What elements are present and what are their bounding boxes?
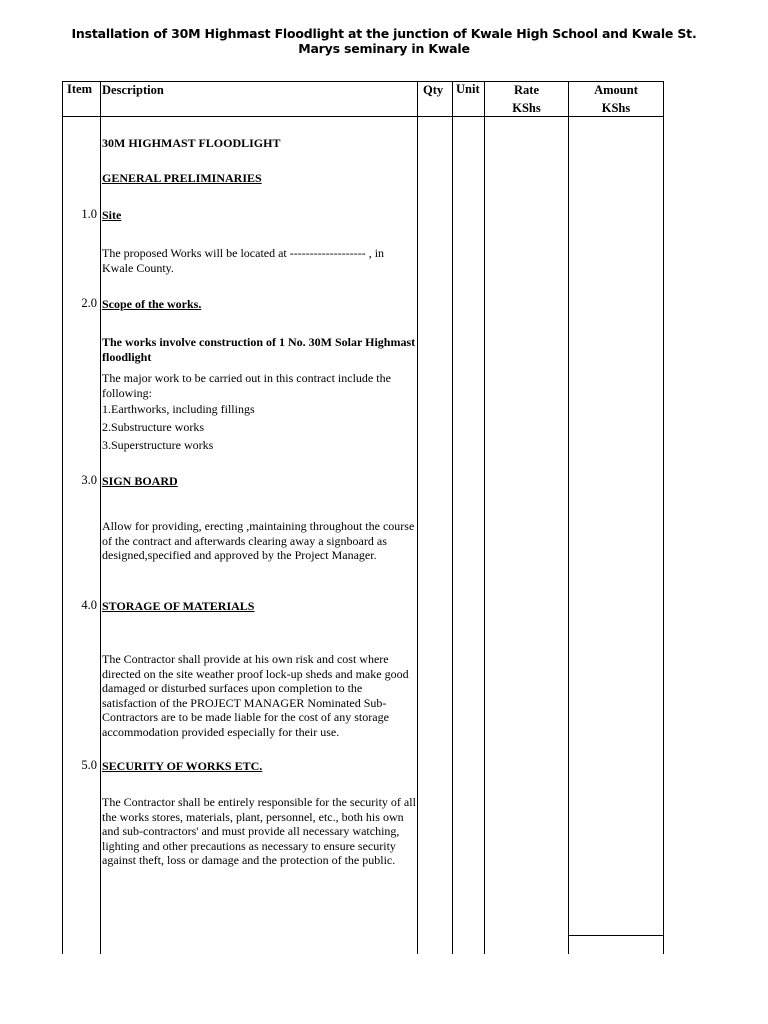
item-column-divider	[100, 81, 101, 954]
item-number: 4.0	[81, 598, 97, 612]
item-heading: Scope of the works.	[102, 297, 202, 311]
scope-list-item: 3.Superstructure works	[102, 438, 214, 452]
item-heading: SIGN BOARD	[102, 474, 178, 488]
header-amount-currency: KShs	[601, 101, 631, 115]
item-number: 3.0	[81, 473, 97, 487]
header-qty: Qty	[423, 83, 444, 97]
header-amount-label: Amount	[594, 83, 638, 97]
item-number: 2.0	[81, 296, 97, 310]
header-rate-label: Rate	[514, 83, 539, 97]
item-heading: Site	[102, 208, 122, 222]
item-body: The Contractor shall be entirely responsible for the security of all the works stores, materials, plant, personnel, etc., both his own and sub-contractors' and must provide all necessary watching, lighting and other precautions as necessary to ensure security against theft, loss or damage and the protection of the public.	[102, 795, 416, 867]
item-body: Allow for providing, erecting ,maintaining throughout the course of the contract and afterwards clearing away a signboard as designed,specified and approved by the Project Manager.	[102, 519, 415, 562]
item-body: The major work to be carried out in this contract include the following:	[102, 371, 391, 400]
rate-column-divider	[568, 81, 569, 954]
header-rate-currency: KShs	[512, 101, 541, 115]
document-title: Installation of 30M Highmast Floodlight at the junction of Kwale High School and Kwale St. Marys seminary in Kwale	[71, 26, 697, 56]
table-right-border	[663, 81, 664, 954]
general-preliminaries-heading: GENERAL PRELIMINARIES	[102, 171, 262, 185]
scope-list-item: 2.Substructure works	[102, 420, 204, 434]
header-amount	[569, 81, 663, 117]
table-left-border	[62, 81, 63, 954]
amount-subtotal-line	[569, 935, 664, 936]
item-heading: STORAGE OF MATERIALS	[102, 599, 255, 613]
item-heading: SECURITY OF WORKS ETC.	[102, 759, 263, 773]
item-number: 5.0	[81, 758, 97, 772]
header-rate	[485, 81, 568, 117]
header-unit: Unit	[456, 82, 480, 96]
header-item: Item	[67, 82, 92, 96]
item-subheading: The works involve construction of 1 No. 30M Solar Highmast floodlight	[102, 335, 416, 364]
header-description: Description	[102, 83, 164, 97]
description-column-divider	[417, 81, 418, 954]
qty-column-divider	[452, 81, 453, 954]
item-body: The Contractor shall provide at his own risk and cost where directed on the site weather proof lock-up sheds and make good damaged or disturbed surfaces upon completion to the satisfaction of the PROJECT MANAGER Nominated Sub-Contractors are to be made liable for the cost of any storage accommodation provided especially for their use.	[102, 652, 409, 739]
item-number: 1.0	[81, 207, 97, 221]
scope-list-item: 1.Earthworks, including fillings	[102, 402, 255, 416]
unit-column-divider	[484, 81, 485, 954]
section-title: 30M HIGHMAST FLOODLIGHT	[102, 136, 281, 150]
item-body: The proposed Works will be located at ------------------- , in Kwale County.	[102, 246, 385, 275]
